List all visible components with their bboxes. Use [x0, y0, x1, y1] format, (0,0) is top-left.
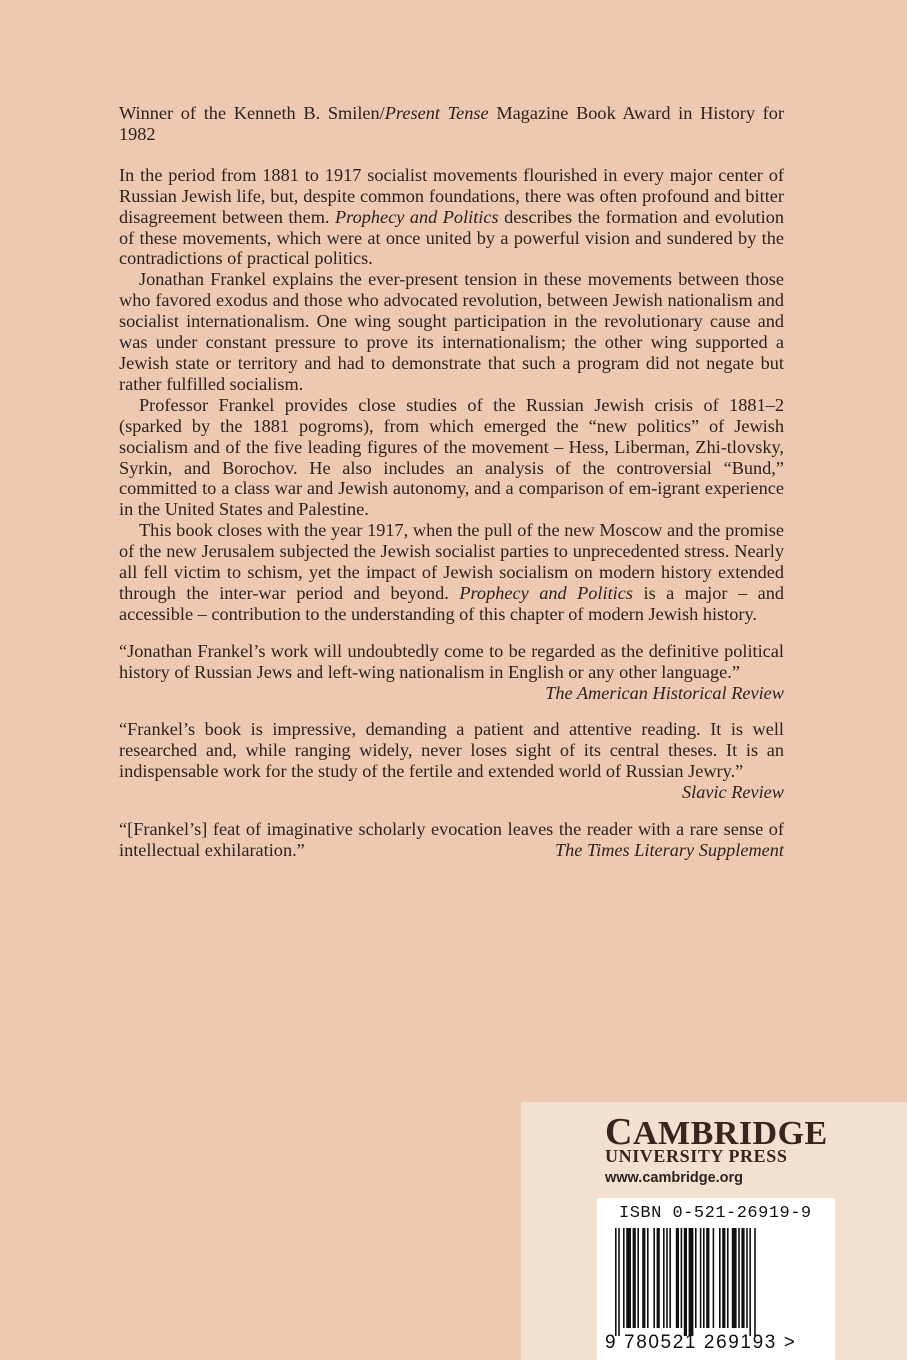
- review-3: [119, 819, 784, 861]
- review-source: Slavic Review: [681, 782, 784, 803]
- book-title: Prophecy and Politics: [459, 582, 633, 603]
- paragraph-1: In the period from 1881 to 1917 socialist movements flourished in every major center of Russian Jewish life, but, despite common foundations, there was often profound and bitter disagreement between them. Prophecy and Politics describes the formation and evolution of these movements, which were at once united by a powerful vision and sundered by the contradictions of practical politics.: [119, 164, 784, 269]
- paragraph-2: Jonathan Frankel explains the ever-present tension in these movements between those who favored exodus and those who advocated revolution, between Jewish nationalism and socialist internationalism. One wing sought participation in the revolutionary cause and was under constant pressure to prove its internationalism; the other wing supported a Jewish state or territory and had to demonstrate that such a program did not negate but rather fulfilled socialism.: [119, 269, 784, 394]
- review-quote: “Jonathan Frankel’s work will undoubtedly come to be regarded as the definitive political history of Russian Jews and left-wing nationalism in English or any other language.”: [119, 640, 784, 682]
- barcode-bars: [615, 1228, 820, 1336]
- award-suffix: Magazine Book Award in History for 1982: [119, 103, 784, 144]
- award-prefix: Winner of the Kenneth B. Smilen/: [119, 103, 385, 123]
- publisher-panel: [521, 1102, 907, 1360]
- publisher-logo: CAMBRIDGE: [605, 1111, 828, 1153]
- book-title: Prophecy and Politics: [334, 206, 499, 227]
- review-source: The American Historical Review: [545, 682, 784, 703]
- isbn-text: ISBN 0-521-26919-9: [619, 1204, 812, 1223]
- paragraph-3: Professor Frankel provides close studies of the Russian Jewish crisis of 1881–2 (sparked by the 1881 pogroms), from which emerged the “new politics” of Jewish socialism and of the five leading figures of the movement – Hess, Liberman, Zhi-tlovsky, Syrkin, and Borochov. He also includes an analysis of the controversial “Bund,” committed to a class war and Jewish autonomy, and a comparison of em-igrant experience in the United States and Palestine.: [119, 394, 784, 520]
- review-quote: “[Frankel’s] feat of imaginative scholarly evocation leaves the reader with a rare sense of intellectual exhilaration.”: [119, 819, 784, 860]
- paragraph-4: This book closes with the year 1917, when the pull of the new Moscow and the promise of the new Jerusalem subjected the Jewish socialist parties to unprecedented stress. Nearly all fell victim to schism, yet the impact of Jewish socialism on modern history extended through the inter-war period and beyond. Prophecy and Politics is a major – and accessible – contribution to the understanding of this chapter of modern Jewish history.: [119, 520, 784, 624]
- review-1: [119, 641, 784, 704]
- barcode: [597, 1198, 835, 1360]
- back-cover-text: [119, 103, 784, 861]
- review-2: [119, 719, 784, 803]
- barcode-number: 9 780521 269193 >: [605, 1332, 797, 1353]
- award-line: [119, 103, 784, 145]
- publisher-website: www.cambridge.org: [605, 1170, 744, 1186]
- publisher-press: UNIVERSITY PRESS: [605, 1146, 788, 1166]
- award-magazine: Present Tense: [384, 103, 489, 123]
- review-quote: “Frankel’s book is impressive, demanding a patient and attentive reading. It is well researched and, while ranging widely, never loses sight of its central theses. It is an indispensable work for the study of the fertile and extended world of Russian Jewry.”: [119, 719, 784, 782]
- review-source: The Times Literary Supplement: [554, 840, 784, 860]
